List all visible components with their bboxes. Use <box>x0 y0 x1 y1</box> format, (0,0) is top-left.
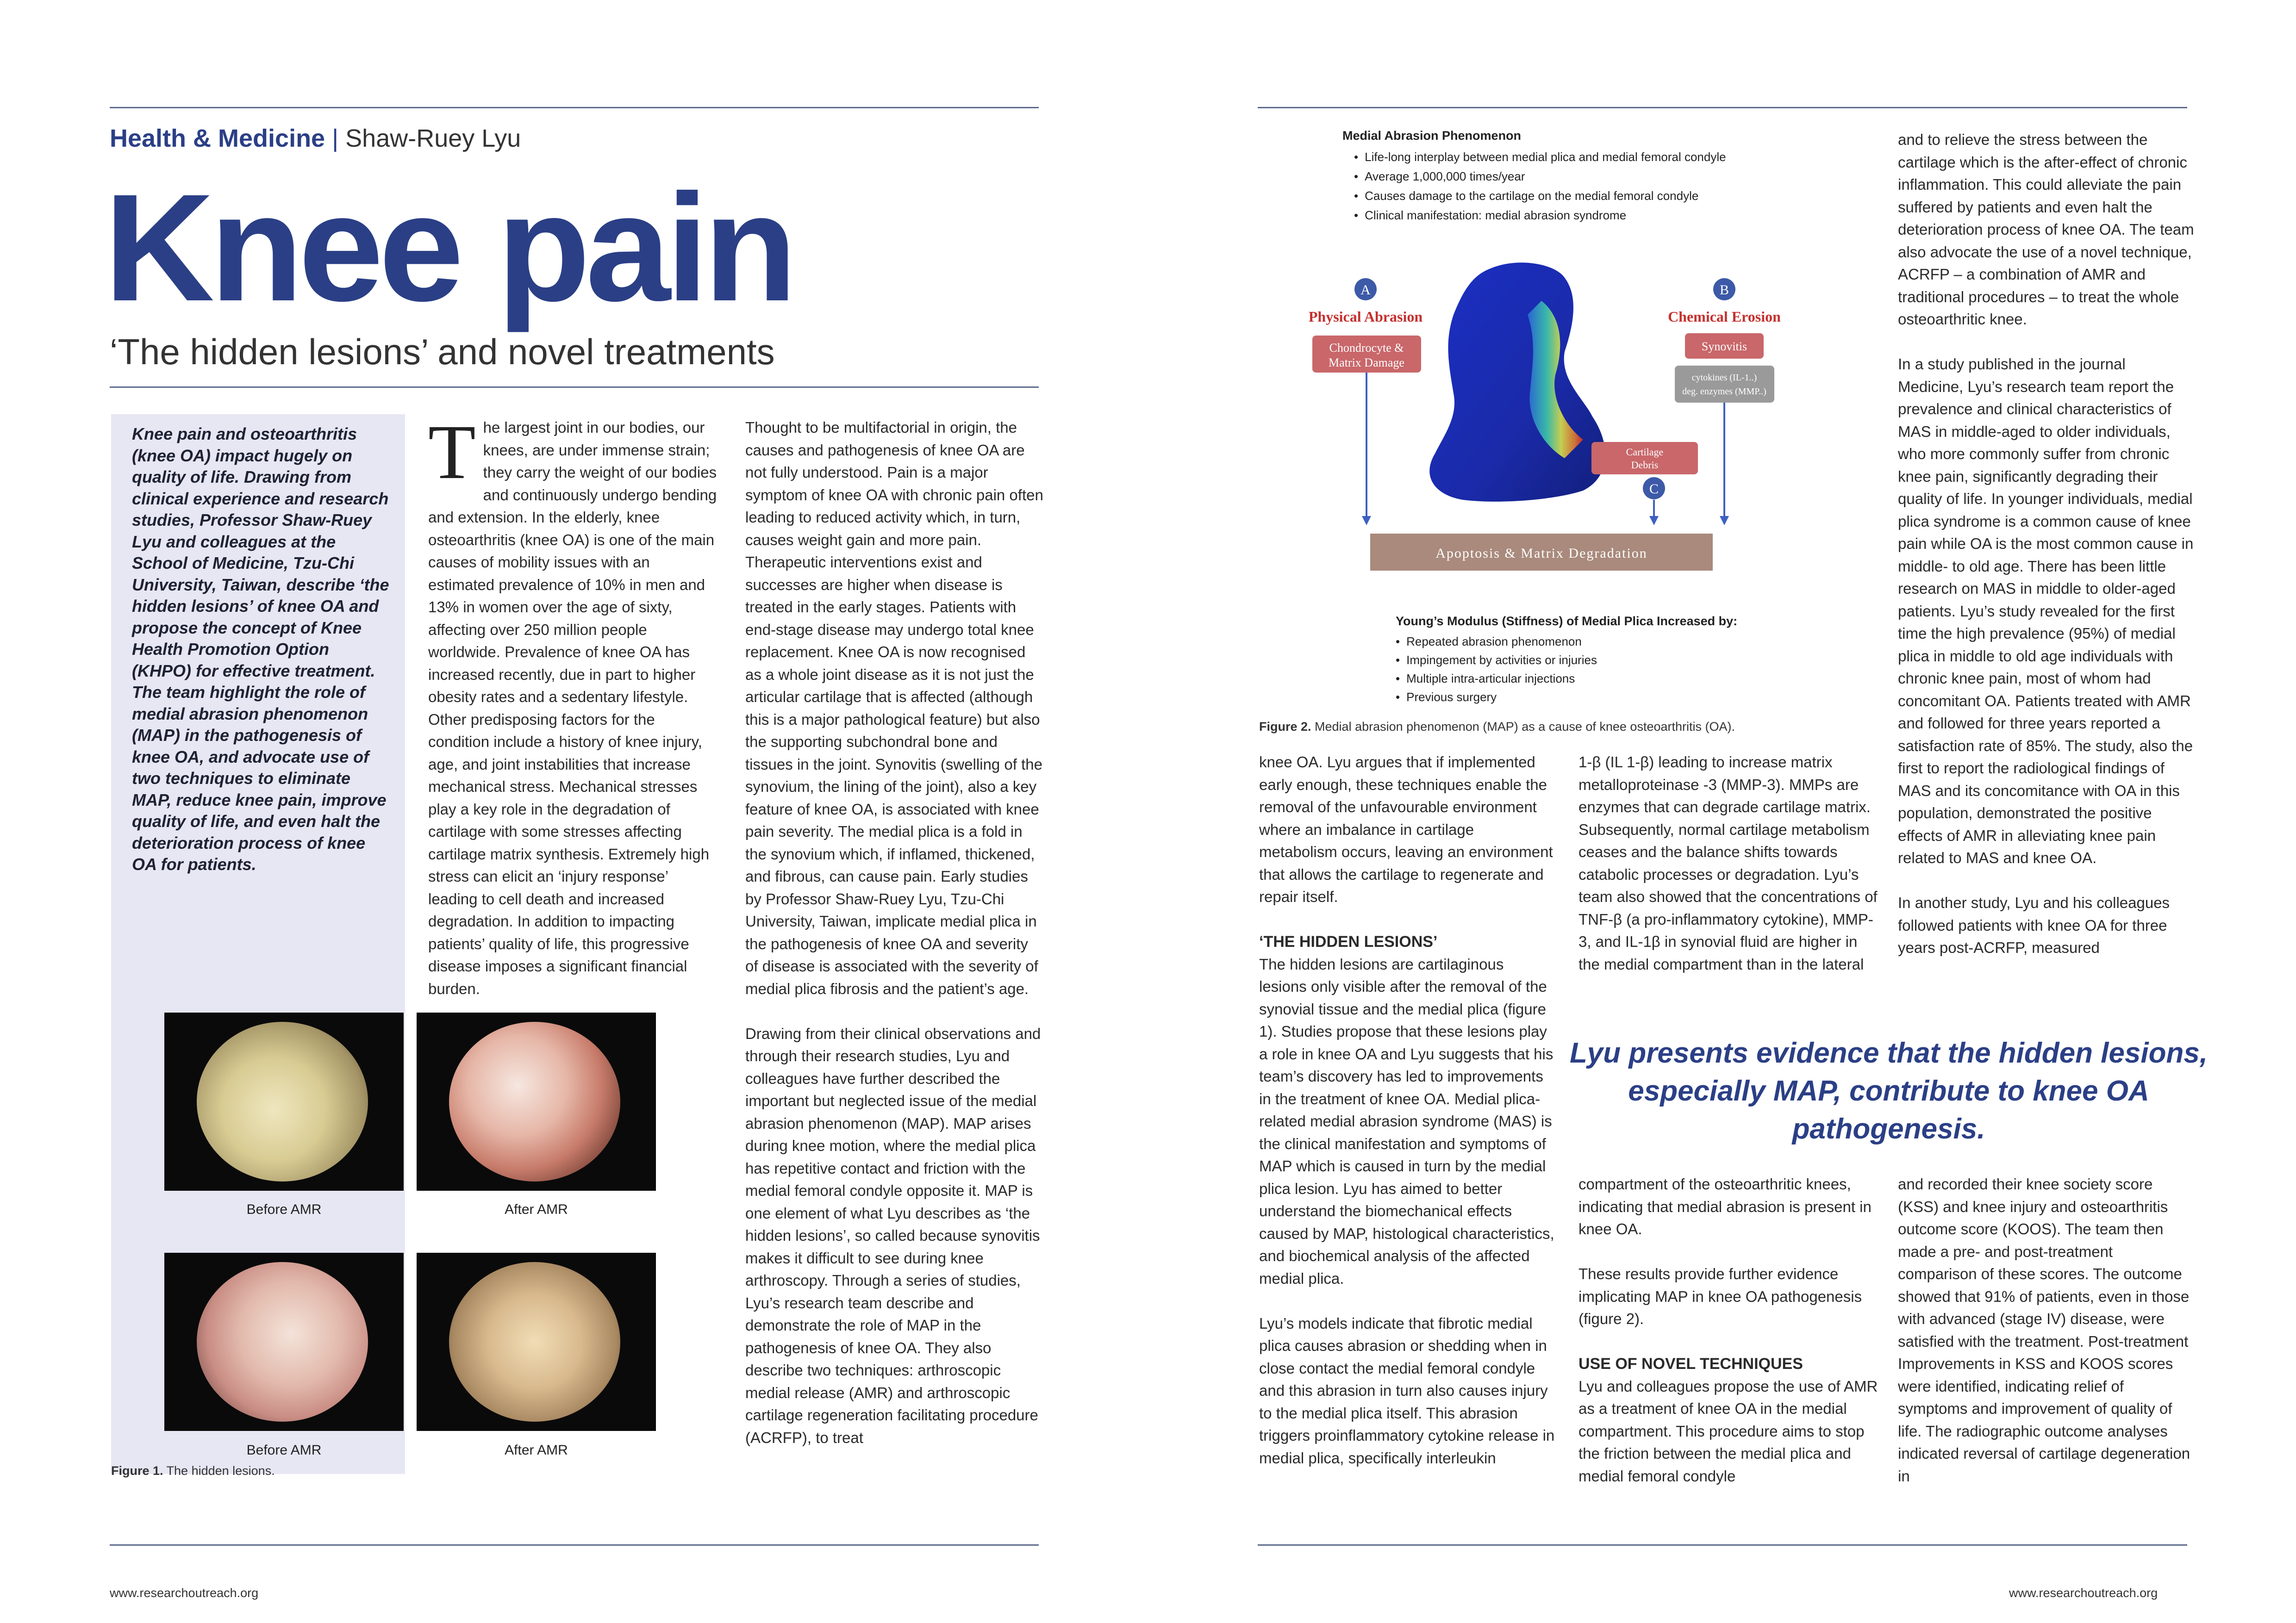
column-6 <box>1898 1173 2194 1487</box>
figure-2-subtitle: Young’s Modulus (Stiffness) of Medial Plica Increased by: <box>1396 614 1738 628</box>
figure-2-bullet: • Causes damage to the cartilage on the medial femoral condyle <box>1354 186 1726 205</box>
pull-quote: Lyu presents evidence that the hidden lesions, especially MAP, contribute to knee OA pathogenesis. <box>1569 1037 2208 1145</box>
col4-para-3: These results provide further evidence implicating MAP in knee OA pathogenesis (figure 2). <box>1578 1265 1862 1327</box>
arthroscopy-photo-after-1 <box>417 1013 656 1191</box>
photo-label: Before AMR <box>246 1202 322 1217</box>
footer-url-left[interactable]: www.researchoutreach.org <box>110 1586 259 1600</box>
section-label: Health & Medicine <box>110 124 325 152</box>
figure-2-bullet: • Previous surgery <box>1396 688 1597 706</box>
column-2 <box>745 417 1044 1449</box>
svg-text:Debris: Debris <box>1631 459 1659 471</box>
svg-text:Chondrocyte &: Chondrocyte & <box>1329 341 1404 354</box>
column-3 <box>1259 751 1555 1469</box>
section-heading-hidden-lesions: ‘THE HIDDEN LESIONS’ <box>1259 933 1438 951</box>
figure-2-caption: Figure 2. Medial abrasion phenomenon (MAP) as a cause of knee osteoarthritis (OA). <box>1259 720 1735 734</box>
col1-body: he largest joint in our bodies, our knees, are under immense strain; they carry the weight of our bodies and continuously undergo bending and extension. In the elderly, knee osteoarthritis (knee OA) is one of the main causes of mobility issues with an estimated prevalence of 10% in men and 13% in women over the age of sixty, affecting over 250 million people worldwide. Prevalence of knee OA has increased recently, due in part to higher obesity rates and a sedentary lifestyle. Other predisposing factors for the condition include a history of knee injury, age, and joint instabilities that increase mechanical stress. Mechanical stresses play a key role in the degradation of cartilage with some stresses affecting cartilage matrix synthesis. Extremely high stress can elicit an ‘injury response’ leading to cell death and increased degradation. In addition to impacting patients’ quality of life, this progressive disease imposes a significant financial burden. <box>428 419 717 997</box>
svg-text:C: C <box>1649 481 1659 497</box>
bottom-rule-left <box>110 1544 1039 1546</box>
physical-abrasion-label: Physical Abrasion <box>1308 308 1423 325</box>
col5-para-3: In another study, Lyu and his colleagues followed patients with knee OA for three years post-ACRFP, measured <box>1898 894 2170 956</box>
photo-label: After AMR <box>505 1202 568 1217</box>
column-5 <box>1898 129 2194 959</box>
svg-text:Cartilage: Cartilage <box>1626 446 1664 458</box>
svg-text:A: A <box>1360 282 1371 298</box>
figure-2-bullet: • Life-long interplay between medial plica and medial femoral condyle <box>1354 147 1726 167</box>
page-subtitle: ‘The hidden lesions’ and novel treatments <box>110 331 775 372</box>
svg-text:cytokines (IL-1..): cytokines (IL-1..) <box>1691 373 1757 383</box>
figure-2-title: Medial Abrasion Phenomenon <box>1342 129 1522 143</box>
col3-para-3: Lyu’s models indicate that fibrotic medial plica causes abrasion or shedding when in close contact the medial femoral condyle and this abrasion in turn also causes injury to the medial plica itself. This abrasion triggers proinflammatory cytokine release in medial plica, specifically interleukin <box>1259 1314 1555 1467</box>
section-header <box>110 124 521 153</box>
figure-2-bullet: • Repeated abrasion phenomenon <box>1396 632 1597 651</box>
arthroscopy-photo-before-1 <box>164 1013 404 1191</box>
chemical-erosion-label: Chemical Erosion <box>1668 308 1781 325</box>
figure-2-bullet: • Clinical manifestation: medial abrasion syndrome <box>1354 205 1726 225</box>
arthroscopy-photo-before-2 <box>164 1253 404 1431</box>
photo-label: Before AMR <box>246 1443 322 1458</box>
arthroscopy-photo-after-2 <box>417 1253 656 1431</box>
svg-text:Apoptosis & Matrix Degradation: Apoptosis & Matrix Degradation <box>1435 546 1647 561</box>
column-4 <box>1578 751 1879 976</box>
section-heading-novel-techniques: USE OF NOVEL TECHNIQUES <box>1578 1355 1803 1373</box>
page-title: Knee pain <box>104 162 793 333</box>
knee-model <box>1429 262 1605 502</box>
column-1 <box>428 409 720 1000</box>
col5-para-2: In a study published in the journal Medicine, Lyu’s research team report the prevalence and clinical characteristics of MAS in middle-aged to older individuals, who more commonly suffer from chronic knee pain, significantly degrading their quality of life. In younger individuals, medial plica syndrome is a common cause of knee pain while OA is the most common cause in middle- to old age. There has been little research on MAS in middle to older-aged patients. Lyu’s study revealed for the first time the high prevalence (95%) of medial plica in middle to old age individuals with chronic knee pain, most of whom had concomitant OA. Patients treated with AMR and followed for three years reported a satisfaction rate of 85%. The study, also the first to report the radiological findings of MAS and its concomitance with OA in this population, demonstrated the positive effects of AMR in alleviating knee pain related to MAS and knee OA. <box>1898 355 2194 866</box>
subtitle-rule <box>110 386 1039 388</box>
col6-para-1: and recorded their knee society score (KSS) and knee injury and osteoarthritis outcome score (KOOS). The team then made a pre- and post-treatment comparison of these scores. The outcome showed that 91% of patients, even in those with advanced (stage IV) disease, were satisfied with the treatment. Post-treatment Improvements in KSS and KOOS scores were identified, indicating relief of symptoms and improvement of quality of life. The radiographic outcome analyses indicated reversal of cartilage degeneration in <box>1898 1175 2190 1485</box>
col3-para-1: knee OA. Lyu argues that if implemented early enough, these techniques enable the removal of the unfavourable environment where an imbalance in cartilage metabolism occurs, leaving an environment that allows the cartilage to regenerate and repair itself. <box>1259 753 1553 905</box>
intro-text: Knee pain and osteoarthritis (knee OA) impact hugely on quality of life. Drawing from clinical experience and research studies, Professor Shaw-Ruey Lyu and colleagues at the School of Medicine, Tzu-Chi University, Taiwan, describe ‘the hidden lesions’ of knee OA and propose the concept of Knee Health Promotion Option (KHPO) for effective treatment. The team highlight the role of medial abrasion phenomenon (MAP) in the pathogenesis of knee OA, and advocate use of two techniques to eliminate MAP, reduce knee pain, improve quality of life, and even halt the deterioration process of knee OA for patients. <box>132 424 389 874</box>
col2-para-2: Drawing from their clinical observations and through their research studies, Lyu and colleagues have further described the important but neglected issue of the medial abrasion phenomenon (MAP). MAP arises during knee motion, where the medial plica has repetitive contact and friction with the medial femoral condyle opposite it. MAP is one element of what Lyu describes as ‘the hidden lesions’, so called because synovitis makes it difficult to see during knee arthroscopy. Through a series of studies, Lyu’s research team describe and demonstrate the role of MAP in the pathogenesis of knee OA. They also describe two techniques: arthroscopic medial release (AMR) and arthroscopic cartilage regeneration facilitating procedure (ACRFP), to treat <box>745 1025 1041 1446</box>
top-rule-right <box>1258 107 2187 108</box>
figure-2-diagram <box>1259 259 1921 611</box>
figure-1-caption: Figure 1. The hidden lesions. <box>111 1464 275 1478</box>
col5-para-1: and to relieve the stress between the cartilage which is the after-effect of chronic inflammation. This could alleviate the pain suffered by patients and even halt the deterioration process of knee OA. The team also advocate the use of a novel technique, ACRFP – a combination of AMR and traditional procedures – to treat the whole osteoarthritic knee. <box>1898 131 2194 328</box>
figure-2-bullet: • Impingement by activities or injuries <box>1396 651 1597 669</box>
cytokines-box <box>1675 366 1774 403</box>
col4-para-4: Lyu and colleagues propose the use of AMR as a treatment of knee OA in the medial compartment. This procedure aims to stop the friction between the medial plica and medial femoral condyle <box>1578 1377 1878 1485</box>
photo-label: After AMR <box>505 1443 568 1458</box>
svg-text:Synovitis: Synovitis <box>1701 340 1747 353</box>
top-rule-left <box>110 107 1039 108</box>
svg-text:deg. enzymes (MMP..): deg. enzymes (MMP..) <box>1682 386 1766 397</box>
svg-text:Matrix Damage: Matrix Damage <box>1329 356 1404 369</box>
svg-text:B: B <box>1719 282 1729 298</box>
footer-url-right[interactable]: www.researchoutreach.org <box>2009 1586 2158 1600</box>
author-name: Shaw-Ruey Lyu <box>345 124 521 152</box>
col3-para-2: The hidden lesions are cartilaginous lesions only visible after the removal of the synovial tissue and the medial plica (figure 1). Studies propose that these lesions play a role in knee OA and Lyu suggests that his team’s discovery has led to improvements in the treatment of knee OA. Medial plica-related medial abrasion syndrome (MAS) is the clinical manifestation and symptoms of MAP which is caused in turn by the medial plica lesion. Lyu has aimed to better understand the biomechanical effects caused by MAP, histological characteristics, and biochemical analysis of the affected medial plica. <box>1259 955 1554 1287</box>
figure-2-bullet: • Multiple intra-articular injections <box>1396 669 1597 688</box>
column-4-lower <box>1578 1173 1879 1487</box>
bottom-rule-right <box>1258 1544 2187 1546</box>
section-separator: | <box>332 124 339 152</box>
col4-para-1: 1-β (IL 1-β) leading to increase matrix metalloproteinase -3 (MMP-3). MMPs are enzymes that can degrade cartilage matrix. Subsequently, normal cartilage metabolism ceases and the balance shifts towards catabolic processes or degradation. Lyu’s team also showed that the concentrations of TNF-β (a pro-inflammatory cytokine), MMP-3, and IL-1β in synovial fluid are higher in the medial compartment than in the lateral <box>1578 753 1878 973</box>
drop-cap: T <box>428 409 476 495</box>
figure-2-bullets <box>1354 147 1726 225</box>
col4-para-2: compartment of the osteoarthritic knees, indicating that medial abrasion is present in knee OA. <box>1578 1175 1872 1237</box>
col2-para-1: Thought to be multifactorial in origin, the causes and pathogenesis of knee OA are not fully understood. Pain is a major symptom of knee OA with chronic pain often leading to reduced activity which, in turn, causes weight gain and more pain. Therapeutic interventions exist and successes are higher when disease is treated in the early stages. Patients with end-stage disease may undergo total knee replacement. Knee OA is now recognised as a whole joint disease as it is not just the articular cartilage that is affected (although this is a major pathological feature) but also the supporting subchondral bone and tissues in the joint. Synovitis (swelling of the synovium, the lining of the joint), also a key feature of knee OA, is associated with knee pain severity. The medial plica is a fold in the synovium which, if inflamed, thickened, and fibrous, can cause pain. Early studies by Professor Shaw-Ruey Lyu, Tzu-Chi University, Taiwan, implicate medial plica in the pathogenesis of knee OA and severity of disease is associated with the severity of medial plica fibrosis and the patient’s age. <box>745 419 1043 997</box>
figure-2-bullet: • Average 1,000,000 times/year <box>1354 167 1726 186</box>
figure-2-bullets-2 <box>1396 632 1597 706</box>
